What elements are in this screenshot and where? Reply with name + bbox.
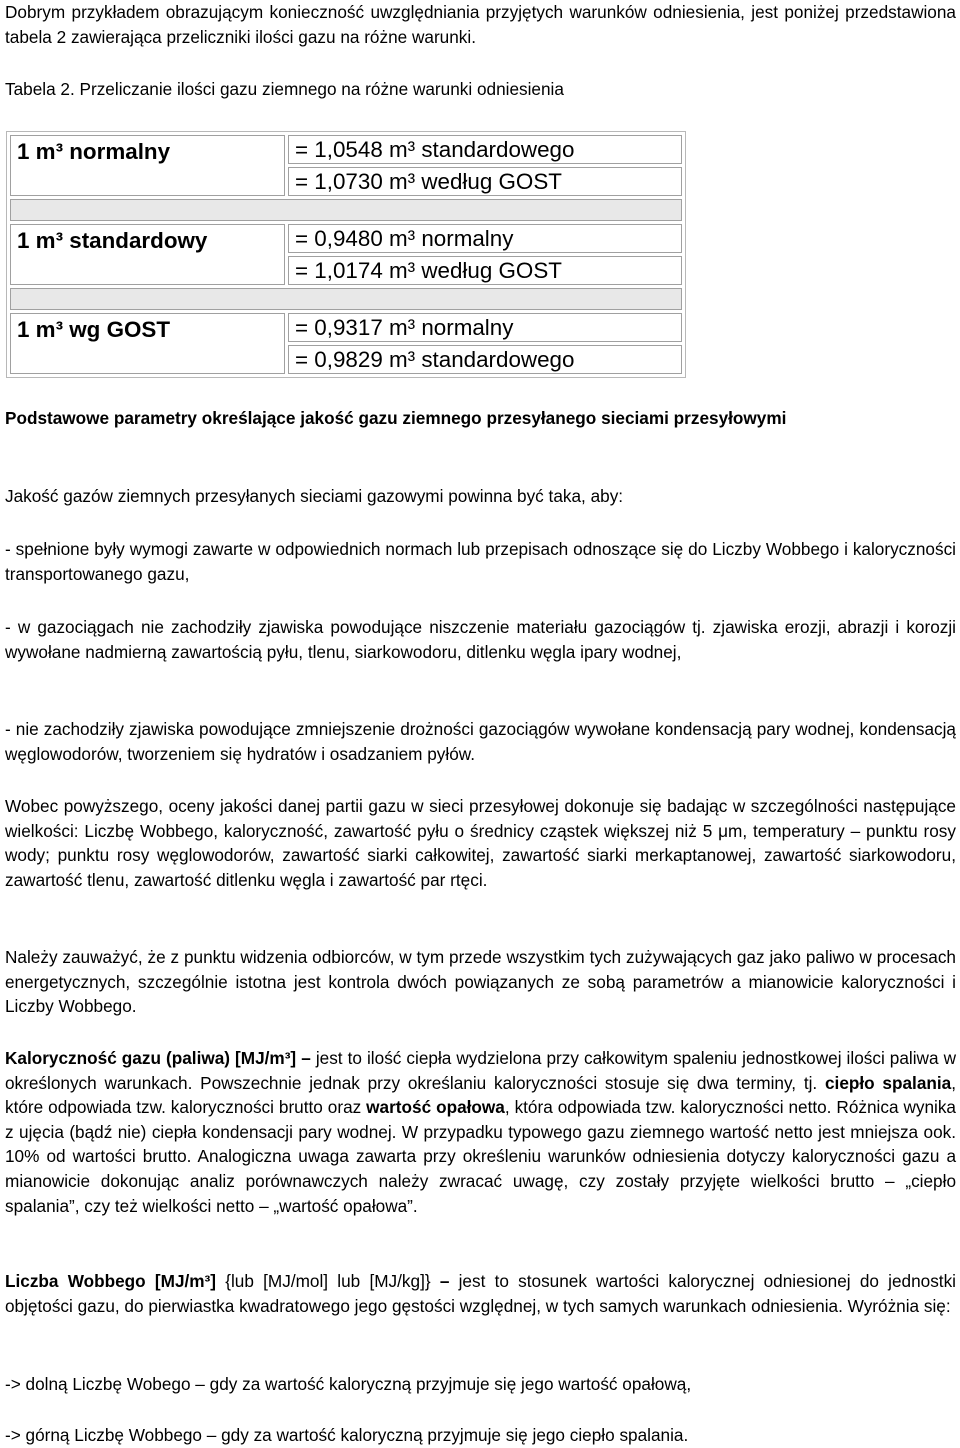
table-value-cell: = 1,0548 m³ standardowego: [288, 135, 682, 164]
table-value-cell: = 0,9480 m³ normalny: [288, 224, 682, 253]
requirement-item: - w gazociągach nie zachodziły zjawiska powodujące niszczenie materiału gazociągów tj. zjawiska erozji, abrazji i korozji wywołane nadmierną zawartością pyłu, tlenu, siarkowodoru, ditlenku węgla ipary wodnej,: [5, 617, 956, 662]
section-heading: Podstawowe parametry określające jakość gazu ziemnego przesyłanego sieciami przesyłowymi: [5, 408, 787, 428]
intro-paragraph: Dobrym przykładem obrazującym konieczność uwzględniania przyjętych warunków odniesienia, jest poniżej przedstawiona tabela 2 zawierająca przeliczniki ilości gazu na różne warunki.: [5, 2, 956, 47]
table-spacer-row: [10, 199, 682, 221]
table-value-cell: = 1,0174 m³ według GOST: [288, 256, 682, 285]
wobbe-upper-item: -> górną Liczbę Wobbego – gdy za wartość kaloryczną przyjmuje się jego ciepło spalania.: [5, 1425, 689, 1445]
observation-paragraph: Należy zauważyć, że z punktu widzenia odbiorców, w tym przede wszystkim tych zużywających gaz jako paliwo w procesach energetycznych, szczególnie istotna jest kontrola dwóch powiązanych ze sobą parametrów a mianowicie kaloryczności i Liczby Wobbego.: [5, 947, 956, 1017]
net-term: wartość opałowa: [366, 1097, 505, 1118]
table-caption: Tabela 2. Przeliczanie ilości gazu ziemnego na różne warunki odniesienia: [5, 79, 564, 99]
table-spacer-row: [10, 288, 682, 310]
table-key-cell: 1 m³ wg GOST: [10, 313, 285, 374]
table-key-cell: 1 m³ standardowy: [10, 224, 285, 285]
wobbe-term: Liczba Wobbego [MJ/m³]: [5, 1271, 217, 1291]
wobbe-lower-item: -> dolną Liczbę Wobego – gdy za wartość kaloryczną przyjmuje się jego wartość opałową,: [5, 1374, 692, 1394]
calorific-value-paragraph: Kaloryczność gazu (paliwa) [MJ/m³] – jest to ilość ciepła wydzielona przy całkowitym spaleniu jednostkowej ilości paliwa w określonych warunkach. Powszechnie jednak przy określaniu kaloryczności stosuje się dwa terminy, tj. ciepło spalania, które odpowiada tzw. kaloryczności brutto oraz wartość opałowa, która odpowiada tzw. kaloryczności netto. Różnica wynika z ujęcia (bądź nie) ciepła kondensacji pary wodnej. W przypadku typowego gazu ziemnego wartość netto jest mniejsza ook. 10% od wartości brutto. Analogiczna uwaga zawarta przy określeniu warunków odniesienia dotyczy kaloryczności gazu a mianowicie dokonując analiz porównawczych należy zwracać uwagę, czy zostały przyjęte wielkości brutto – „ciepło spalania”, czy też wielkości netto – „wartość opałowa”.: [5, 1048, 956, 1216]
wobbe-paragraph: Liczba Wobbego [MJ/m³] {lub [MJ/mol] lub [MJ/kg]} – jest to stosunek wartości kalorycznej odniesionej do jednostki objętości gazu, do pierwiastka kwadratowego jego gęstości względnej, w tych samych warunkach odniesienia. Wyróżnia się:: [5, 1271, 956, 1316]
requirement-item: - nie zachodziły zjawiska powodujące zmniejszenie drożności gazociągów wywołane kondensacją pary wodnej, kondensacją węglowodorów, tworzeniem się hydratów i osadzaniem pyłów.: [5, 719, 956, 764]
gross-term: ciepło spalania: [824, 1072, 952, 1093]
table-value-cell: = 0,9317 m³ normalny: [288, 313, 682, 342]
table-row: [10, 224, 682, 253]
table-row: [10, 313, 682, 342]
quality-paragraph: Jakość gazów ziemnych przesyłanych sieciami gazowymi powinna być taka, aby:: [5, 486, 624, 506]
gas-conversion-table: [6, 131, 686, 378]
table-value-cell: = 0,9829 m³ standardowego: [288, 345, 682, 374]
table-key-cell: 1 m³ normalny: [10, 135, 285, 196]
table-row: [10, 135, 682, 164]
assessment-paragraph: Wobec powyższego, oceny jakości danej partii gazu w sieci przesyłowej dokonuje się badając w szczególności następujące wielkości: Liczbę Wobbego, kaloryczność, zawartość pyłu o średnicy cząstek większej niż 5 μm, temperatury – punktu rosy wody; punktu rosy węglowodorów, zawartość siarki całkowitej, zawartość siarki merkaptanowej, zawartość siarkowodoru, zawartość tlenu, zawartość ditlenku węgla i zawartość par rtęci.: [5, 796, 956, 890]
requirement-item: - spełnione były wymogi zawarte w odpowiednich normach lub przepisach odnoszące się do Liczby Wobbego i kaloryczności transportowanego gazu,: [5, 539, 956, 584]
table-value-cell: = 1,0730 m³ według GOST: [288, 167, 682, 196]
calorific-term: Kaloryczność gazu (paliwa) [MJ/m³] –: [5, 1048, 311, 1068]
